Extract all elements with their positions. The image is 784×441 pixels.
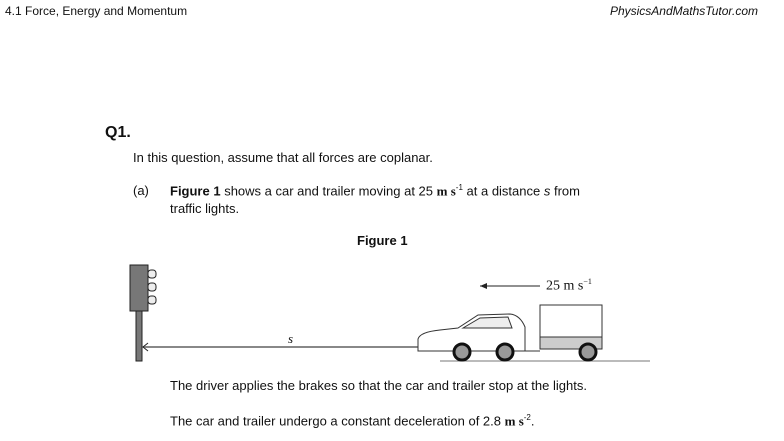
unit-exp: -1 — [455, 183, 463, 192]
part-a-line2: traffic lights. — [170, 201, 240, 216]
text2: at a distance — [462, 183, 544, 199]
figure-1 — [0, 255, 784, 365]
figure-title: Figure 1 — [357, 233, 408, 248]
paragraph-brakes: The driver applies the brakes so that the car and trailer stop at the lights. — [170, 378, 587, 393]
header-title: 4.1 Force, Energy and Momentum — [5, 4, 188, 18]
part-label: (a) — [133, 183, 149, 198]
paragraph-deceleration: The car and trailer undergo a constant deceleration of 2.8 m $s^{-2}$. — [170, 413, 535, 429]
figure-ref: Figure 1 — [170, 183, 221, 199]
unit: m s — [436, 183, 456, 199]
question-number: Q1. — [105, 124, 131, 141]
text3: from — [550, 183, 580, 199]
speed-label: 25 m $s^{-1}$ — [546, 277, 592, 294]
question-intro: In this question, assume that all forces are coplanar. — [133, 150, 433, 165]
part-a-text — [170, 183, 580, 199]
text1: shows a car and trailer moving at 25 — [220, 183, 437, 199]
trailer — [540, 305, 602, 360]
distance-label: s — [288, 331, 294, 346]
header-site: PhysicsAndMathsTutor.com — [609, 4, 758, 18]
var-s: s — [543, 183, 551, 199]
car — [418, 314, 525, 360]
